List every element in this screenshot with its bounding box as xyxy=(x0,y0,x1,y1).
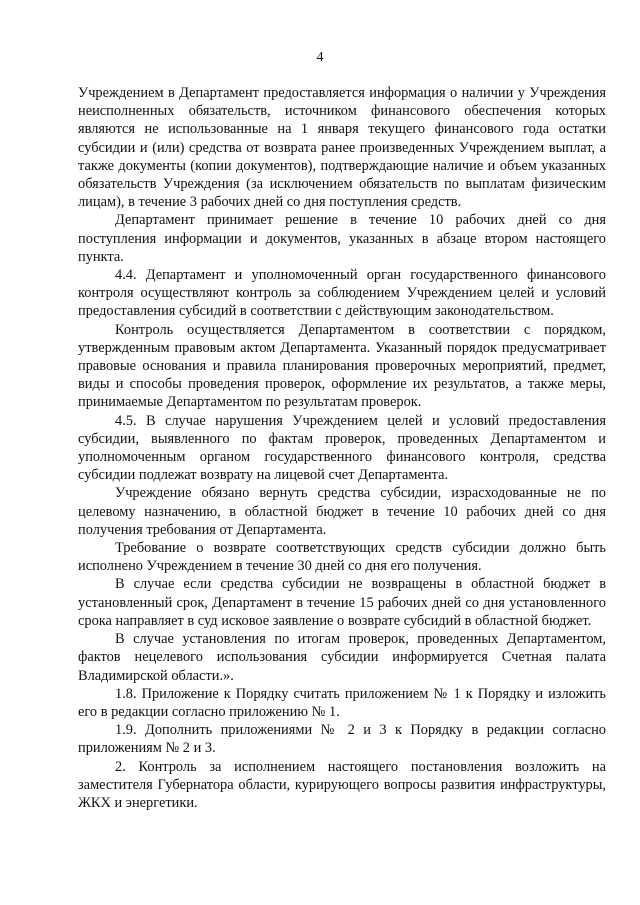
paragraph-4-5-violation: 4.5. В случае нарушения Учреждением целей и условий предоставления субсидии, выявленного по фактам проверок, проведенных Департаментом и уполномоченным органом государственного финансового контроля, средства субсидии подлежат возврату на лицевой счет Департамента. xyxy=(78,412,606,484)
paragraph-4-4-control: 4.4. Департамент и уполномоченный орган государственного финансового контроля осуществляют контроль за соблюдением Учреждением целей и условий предоставления субсидий в соответствии с действующим законодательством. xyxy=(78,267,606,320)
document-body xyxy=(78,84,606,812)
paragraph-department-decision: Департамент принимает решение в течение 10 рабочих дней со дня поступления информации и документов, указанных в абзаце втором настоящего пункта. xyxy=(78,212,606,265)
paragraph-return-obligation: Учреждение обязано вернуть средства субсидии, израсходованные не по целевому назначению, в областной бюджет в течение 10 рабочих дней со дня получения требования от Департамента. xyxy=(78,485,606,538)
paragraph-court-claim: В случае если средства субсидии не возвращены в областной бюджет в установленный срок, Департамент в течение 15 рабочих дней со дня установленного срока направляет в суд исковое заявление о возврате субсидий в областной бюджет. xyxy=(78,576,606,629)
paragraph-1-8-appendix: 1.8. Приложение к Порядку считать приложением № 1 к Порядку и изложить его в редакции согласно приложению № 1. xyxy=(78,685,606,720)
paragraph-control-procedure: Контроль осуществляется Департаментом в соответствии с порядком, утвержденным правовым актом Департамента. Указанный порядок предусматривает правовые основания и правила планирования проверочных мероприятий, предмет, виды и способы проведения проверок, оформление их результатов, а также меры, принимаемые Департаментом по результатам проверок. xyxy=(78,321,606,411)
paragraph-audit-chamber: В случае установления по итогам проверок, проведенных Департаментом, фактов нецелевого использования субсидии информируется Счетная палата Владимирской области.». xyxy=(78,631,606,684)
paragraph-return-requirement: Требование о возврате соответствующих средств субсидии должно быть исполнено Учреждением в течение 30 дней со дня его получения. xyxy=(78,540,606,575)
paragraph-2-control: 2. Контроль за исполнением настоящего постановления возложить на заместителя Губернатора области, курирующего вопросы развития инфраструктуры, ЖКХ и энергетики. xyxy=(78,758,606,811)
paragraph-continuation: Учреждением в Департамент предоставляется информация о наличии у Учреждения неисполненных обязательств, источником финансового обеспечения которых являются не использованные на 1 января текущего финансового года остатки субсидии и (или) средства от возврата ранее произведенных Учреждением выплат, а также документы (копии документов), подтверждающие наличие и объем указанных обязательств Учреждения (за исключением обязательств по выплатам физическим лицам), в течение 3 рабочих дней со дня поступления средств. xyxy=(78,85,606,211)
page-number: 4 xyxy=(316,50,324,65)
paragraph-1-9-appendices: 1.9. Дополнить приложениями № 2 и 3 к Порядку в редакции согласно приложениям № 2 и 3. xyxy=(78,722,606,757)
